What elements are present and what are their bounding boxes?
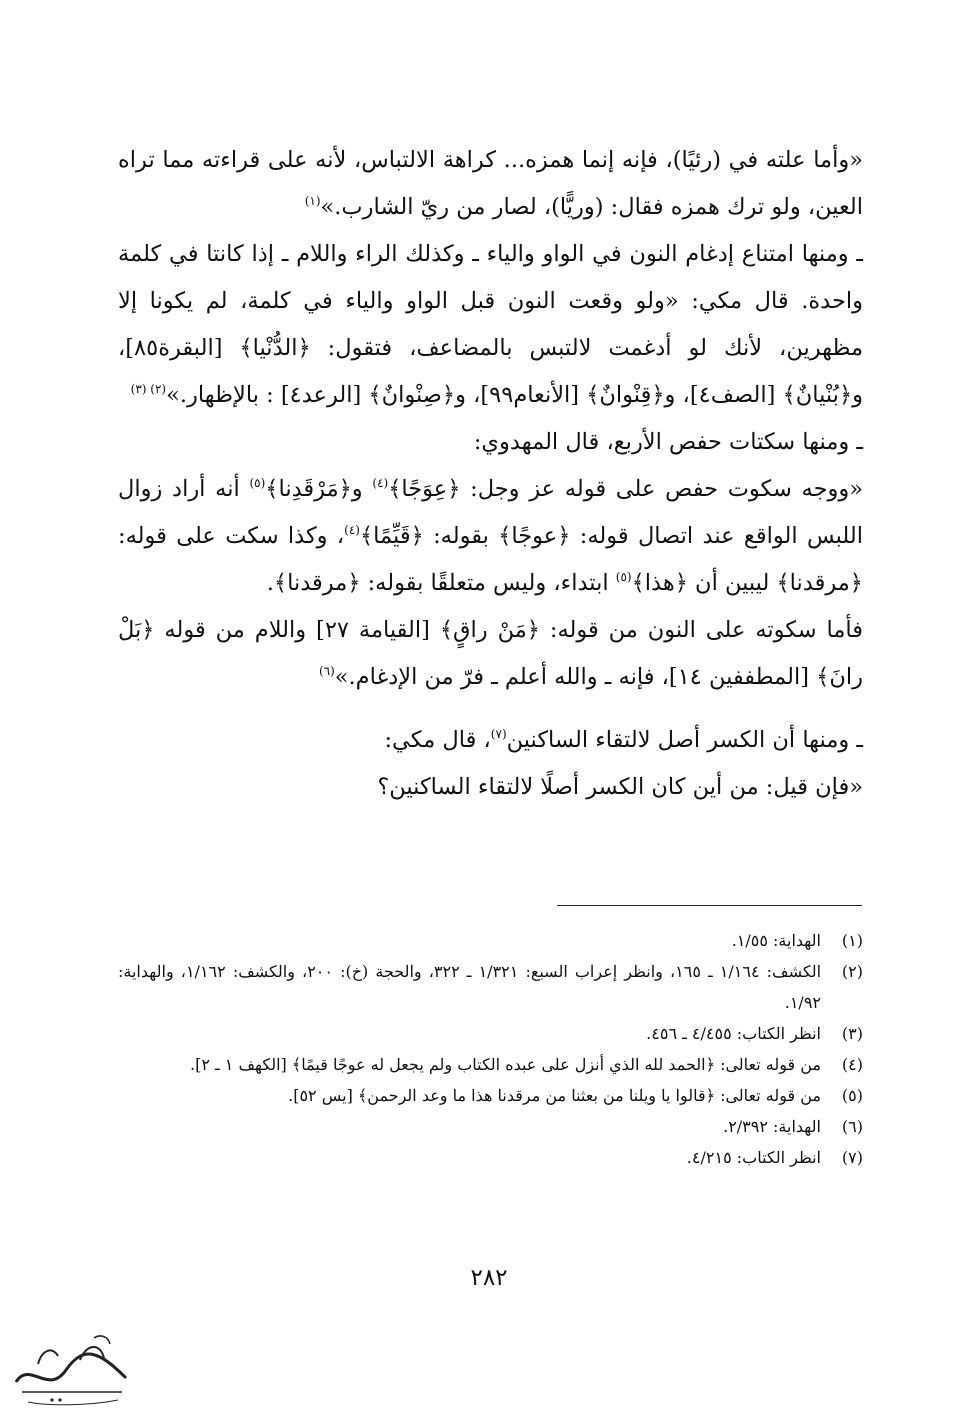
footnote-item: [118, 1111, 863, 1142]
footnote-separator: [557, 905, 862, 906]
footnote-text: من قوله تعالى: ﴿الحمد لله الذي أنزل على عبده الكتاب ولم يجعل له عوجًا قيمًا﴾ [الكهف ١ ـ ٢].: [190, 1055, 821, 1074]
text-segment: ـ ومنها سكتات حفص الأربع، قال المهدوي:: [473, 429, 863, 455]
text-segment: ـ ومنها أن الكسر أصل لالتقاء الساكنين: [506, 727, 863, 753]
paragraph: [118, 607, 863, 701]
page-number: ٢٨٢: [470, 1265, 508, 1291]
footnotes: [118, 925, 863, 1173]
footnote-item: [118, 925, 863, 956]
footnote-number: (٦): [841, 1117, 863, 1136]
paragraph: [118, 419, 863, 466]
paragraph: [118, 466, 863, 607]
footnote-number: (٢): [841, 962, 863, 981]
footnote-ref: (٥): [615, 570, 632, 584]
text-segment: «وأما علته في (رئيًا)، فإنه إنما همزه... كراهة الالتباس، لأنه على قراءته مما تراه العين، ولو ترك همزه فقال: (وريًّا)، لصار من ريّ الشارب.»: [118, 147, 863, 220]
footnote-ref: (٢) (٣): [130, 382, 167, 396]
text-segment: ابتداء، وليس متعلقًا بقوله: ﴿مرقدنا﴾.: [266, 570, 616, 596]
text-segment: ، قال مكي:: [384, 727, 491, 753]
paragraph: [118, 717, 863, 764]
footnote-ref: (٤): [372, 476, 389, 490]
footnote-text: الهداية: ١/٥٥.: [731, 931, 821, 950]
footnote-item: [118, 956, 863, 1018]
footnote-item: [118, 1142, 863, 1173]
stamp-logo: [8, 1330, 136, 1408]
footnote-text: الهداية: ٢/٣٩٢.: [723, 1117, 821, 1136]
footnote-number: (٣): [841, 1024, 863, 1043]
footnote-number: (١): [841, 931, 863, 950]
footnote-number: (٧): [841, 1148, 863, 1167]
text-segment: أنه أراد زوال اللبس الواقع عند اتصال قوله: ﴿عوجًا﴾ بقوله: ﴿قَيِّمًا﴾: [118, 476, 863, 549]
main-text: [118, 137, 863, 811]
footnote-ref: (٦): [318, 664, 335, 678]
footnote-ref: (١): [304, 194, 321, 208]
footnote-number: (٥): [841, 1086, 863, 1105]
paragraph: [118, 231, 863, 419]
footnote-item: [118, 1018, 863, 1049]
paragraph: [118, 137, 863, 231]
footnote-item: [118, 1080, 863, 1111]
footnote-text: انظر الكتاب: ٤/٢١٥.: [686, 1148, 821, 1167]
footnote-ref: (٥): [249, 476, 266, 490]
text-segment: ـ ومنها امتناع إدغام النون في الواو والياء ـ وكذلك الراء واللام ـ إذا كانتا في كلمة واحدة. قال مكي: «ولو وقعت النون قبل الواو والياء في كلمة، لم يكونا إلا مظهرين، لأنك لو أدغمت لالتبس بالمضاعف، فتقول: ﴿الدُّنْيا﴾ [البقرة٨٥]، و﴿بُنْيانٌ﴾ [الصف٤]، و﴿قِنْوانٌ﴾ [الأنعام٩٩]، و﴿صِنْوانٌ﴾ [الرعد٤] : بالإظهار.»: [118, 241, 863, 408]
footnote-ref: (٤): [344, 523, 360, 537]
text-segment: «فإن قيل: من أين كان الكسر أصلًا لالتقاء الساكنين؟: [377, 774, 863, 800]
text-segment: فأما سكوته على النون من قوله: ﴿مَنْ راقٍ﴾ [القيامة ٢٧] واللام من قوله ﴿بَلْ رانَ﴾ [المطففين ١٤]، فإنه ـ والله أعلم ـ فرّ من الإدغام.»: [118, 617, 863, 690]
footnote-text: الكشف: ١/١٦٤ ـ ١٦٥، وانظر إعراب السبع: ١/٣٢١ ـ ٣٢٢، والحجة (خ): ٢٠٠، والكشف: ١/١٦٢، والهداية: ١/٩٢.: [118, 962, 822, 1012]
text-segment: «ووجه سكوت حفص على قوله عز وجل: ﴿عِوَجًا﴾: [388, 476, 863, 502]
paragraph: [118, 764, 863, 811]
text-segment: و﴿مَرْقَدِنا﴾: [265, 476, 373, 502]
footnote-ref: (٧): [490, 727, 507, 741]
footnote-number: (٤): [841, 1055, 863, 1074]
footnote-text: من قوله تعالى: ﴿قالوا يا ويلنا من بعثنا من مرقدنا هذا ما وعد الرحمن﴾ [يس ٥٢].: [288, 1086, 821, 1105]
footnote-item: [118, 1049, 863, 1080]
footnote-text: انظر الكتاب: ٤/٤٥٥ ـ ٤٥٦.: [646, 1024, 821, 1043]
text-segment: ، وكذا سكت على قوله: ﴿مرقدنا﴾ ليبين أن ﴿هذا﴾: [118, 523, 863, 596]
stamp-signature-icon: [8, 1330, 136, 1408]
